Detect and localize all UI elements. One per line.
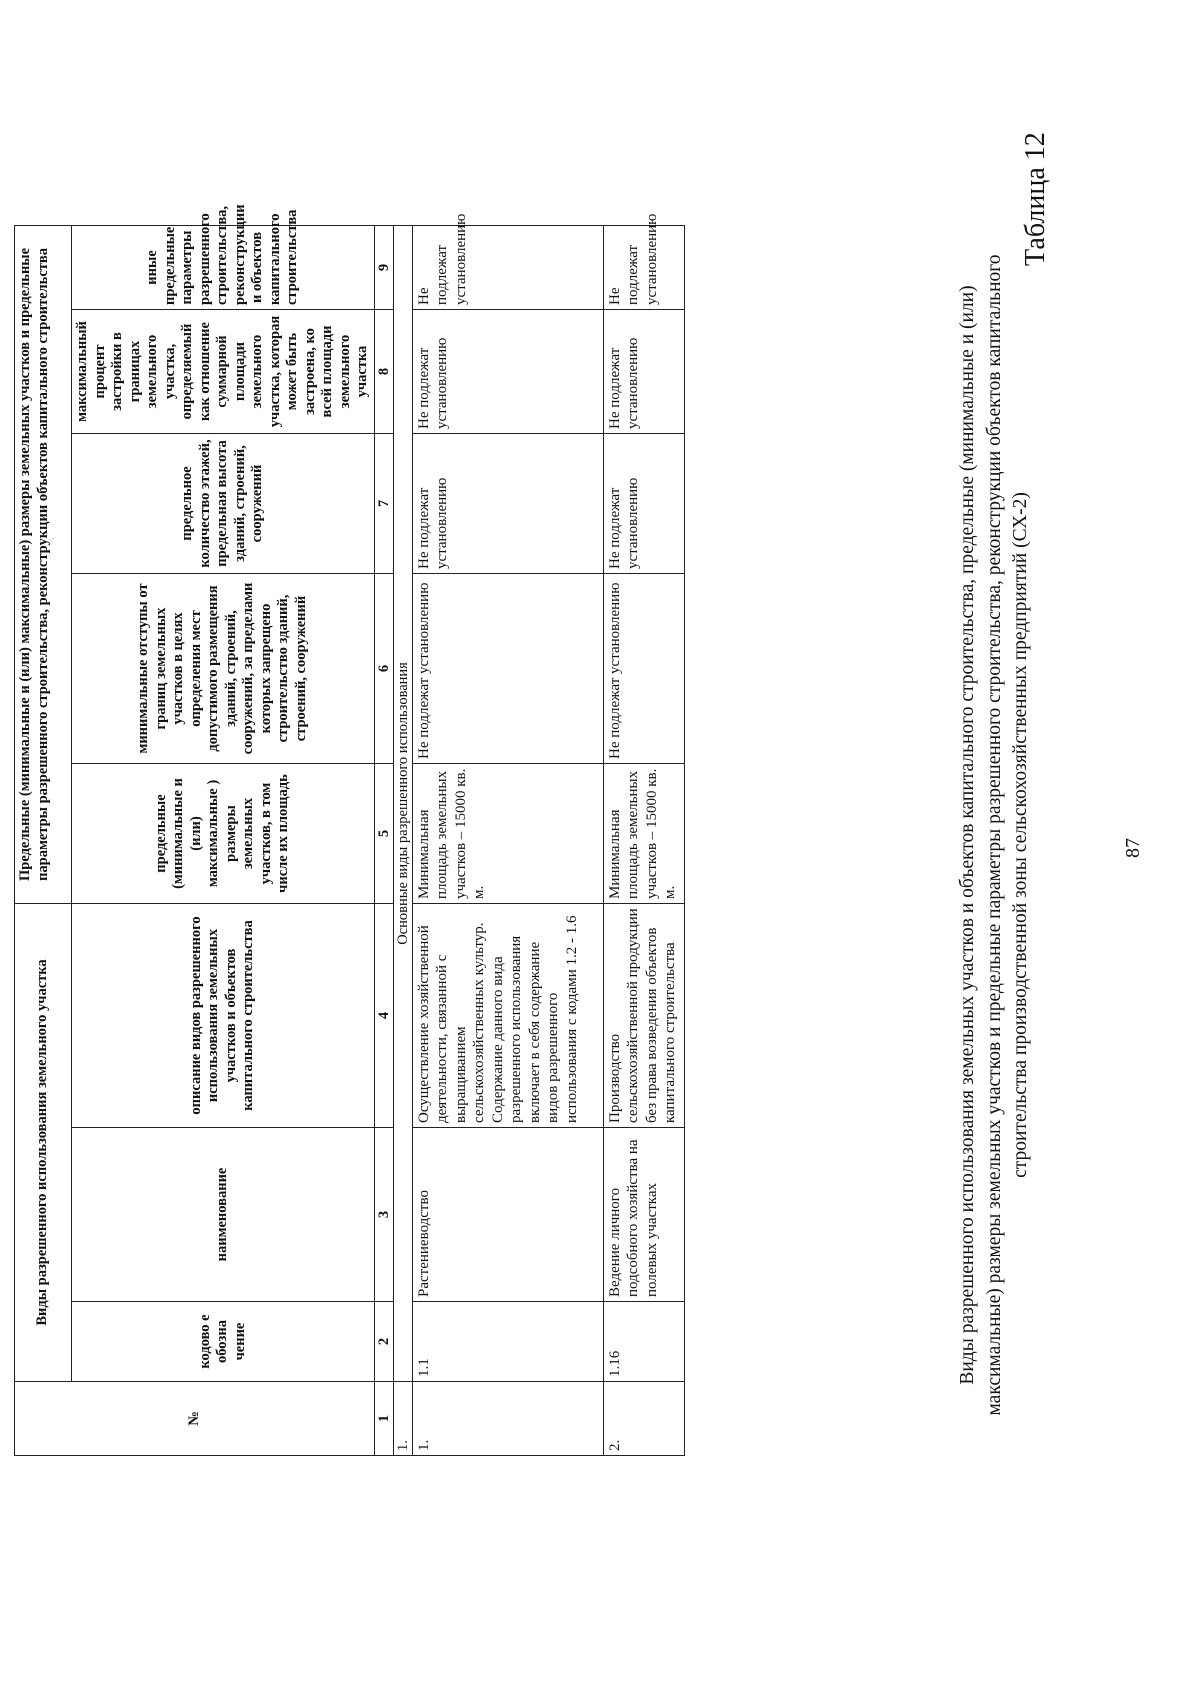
row-plot-size: Минимальная площадь земельных участков – 15000 кв. м. [603,764,684,904]
row-name: Ведение личного подсобного хозяйства на полевых участках [603,1128,684,1302]
row-number: 2. [603,1382,684,1456]
row-code: 1.1 [412,1302,603,1382]
header-group-limits: Предельные (минимальные и (или) максимальные) размеры земельных участков и предельные параметры разрешенного строительства, реконструкции объектов капитального строительства [15,225,72,903]
header-other: иные предельные параметры разрешенного строительства, реконструкции и объектов капитального строительства [72,225,375,309]
column-number: 9 [374,225,393,309]
header-floors: предельное количество этажей, предельная высота зданий, строений, сооружений [72,434,375,574]
column-number: 4 [374,904,393,1128]
column-number: 8 [374,310,393,434]
row-setbacks: Не подлежат установлению [412,574,603,764]
column-number: 6 [374,574,393,764]
header-group-row [15,225,72,1455]
row-coverage: Не подлежат установлению [603,310,684,434]
row-code: 1.16 [603,1302,684,1382]
column-number: 2 [374,1302,393,1382]
column-number: 3 [374,1128,393,1302]
header-no: № [15,1382,375,1456]
row-description: Осуществление хозяйственной деятельности, связанной с выращиванием сельскохозяйственных культур. Содержание данного вида разрешенного использования включает в себя содержание видов разрешенного использования с кодами 1.2 - 1.6 [412,904,603,1128]
header-name: наименование [72,1128,375,1302]
row-description: Производство сельскохозяйственной продукции без права возведения объектов капитального строительства [603,904,684,1128]
page-number: 87 [1122,838,1144,858]
row-setbacks: Не подлежат установлению [603,574,684,764]
column-number: 1 [374,1382,393,1456]
section-title: Основные виды разрешенного использования [393,225,412,1381]
section-number: 1. [393,1382,412,1456]
row-plot-size: Минимальная площадь земельных участков – 15000 кв. м. [412,764,603,904]
table-row [603,225,684,1455]
row-floors: Не подлежат установлению [603,434,684,574]
row-name: Растениеводство [412,1128,603,1302]
row-other: Не подлежат установлению [412,225,603,309]
header-plot-size: предельные (минимальные и (или) максимальные ) размеры земельных участков, в том числе их площадь [72,764,375,904]
header-columns-row [72,225,375,1455]
table-label: Таблица 12 [1020,132,1051,266]
section-row [393,225,412,1455]
column-number: 7 [374,434,393,574]
table-caption: Виды разрешенного использования земельных участков и объектов капитального строительства, предельные (минимальные и (или) максимальные) размеры земельных участков и предельные параметры разрешенного строительства, реконструкции объектов капитального строительства производственной зоны сельскохозяйственных предприятий (СХ-2) [957,254,1031,1416]
header-setbacks: минимальные отступы от границ земельных участков в целях определения мест допустимого размещения зданий, строений, сооружений, за пределами которых запрещено строительство зданий, строений, сооружений [72,574,375,764]
table-row [412,225,603,1455]
row-other: Не подлежат установлению [603,225,684,309]
header-group-permitted-use: Виды разрешенного использования земельного участка [15,904,72,1382]
row-floors: Не подлежат установлению [412,434,603,574]
column-number: 5 [374,764,393,904]
row-number: 1. [412,1382,603,1456]
column-number-row [374,225,393,1455]
row-coverage: Не подлежат установлению [412,310,603,434]
header-description: описание видов разрешенного использования земельных участков и объектов капитального строительства [72,904,375,1128]
header-code: кодово е обозна чение [72,1302,375,1382]
zoning-table [14,204,685,1456]
header-coverage: максимальный процент застройки в границах земельного участка, определяемый как отношение суммарной площади земельного участка, которая может быть застроена, ко всей площади земельного участка [72,310,375,434]
